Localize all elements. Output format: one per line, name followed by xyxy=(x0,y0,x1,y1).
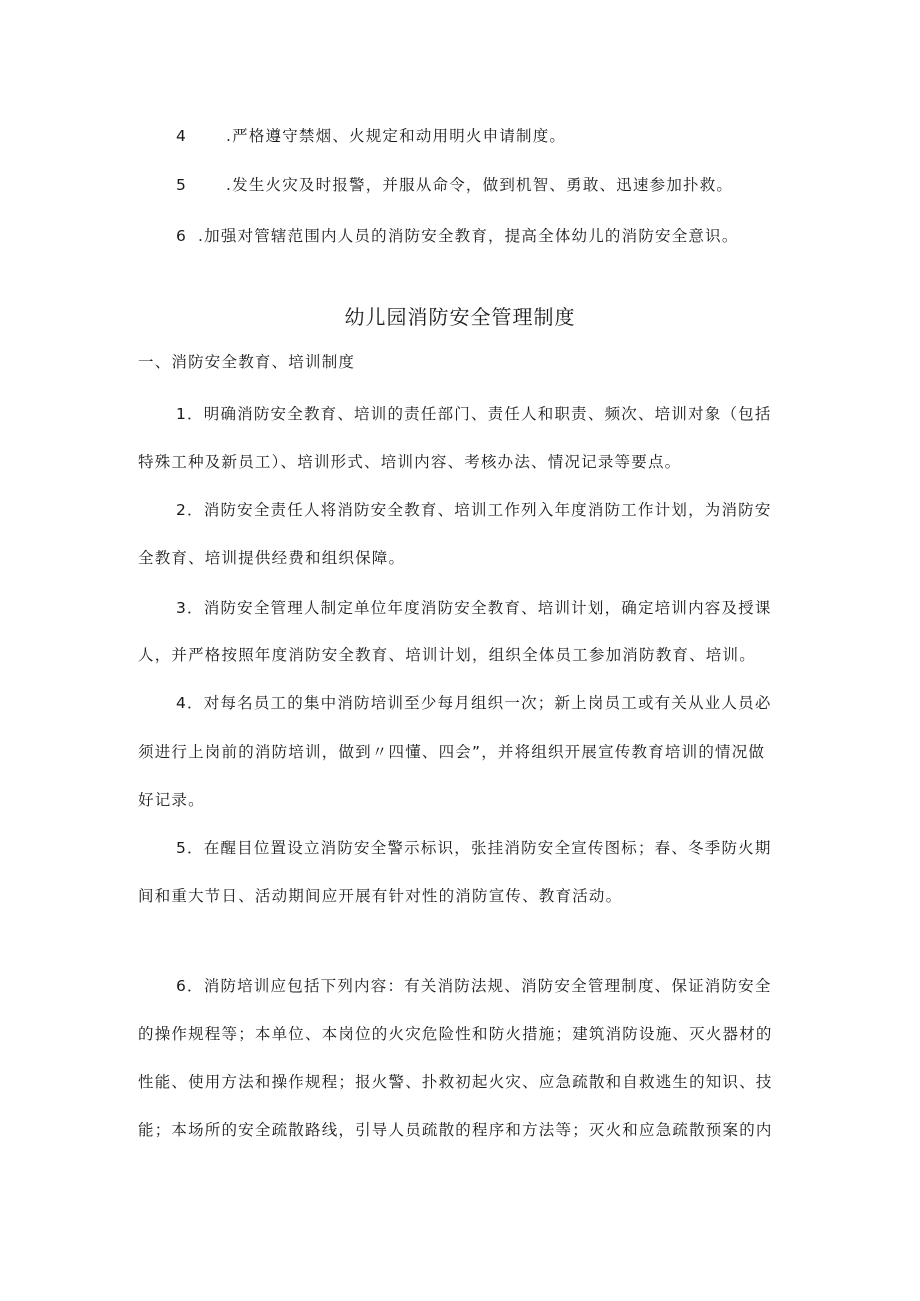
page-title: 幼儿园消防安全管理制度 xyxy=(344,305,576,329)
item-text: .严格遵守禁烟、火规定和动用明火申请制度。 xyxy=(226,127,567,145)
paragraph-line: 全教育、培训提供经费和组织保障。 xyxy=(138,549,406,567)
paragraph-line: 能；本场所的安全疏散路线，引导人员疏散的程序和方法等；灭火和应急疏散预案的内 xyxy=(138,1121,773,1139)
item-number: 6 xyxy=(176,227,188,245)
paragraph-line: 特殊工种及新员工）、培训形式、培训内容、考核办法、情况记录等要点。 xyxy=(138,453,682,471)
paragraph-line: 4．对每名员工的集中消防培训至少每月组织一次；新上岗员工或有关从业人员必 xyxy=(176,694,772,712)
paragraph-line: 好记录。 xyxy=(138,791,205,809)
section-heading: 一、消防安全教育、培训制度 xyxy=(138,353,356,371)
paragraph-line: 人，并严格按照年度消防安全教育、培训计划，组织全体员工参加消防教育、培训。 xyxy=(138,646,756,664)
paragraph-line: 2．消防安全责任人将消防安全教育、培训工作列入年度消防工作计划，为消防安 xyxy=(176,501,772,519)
paragraph-line: 1．明确消防安全教育、培训的责任部门、责任人和职责、频次、培训对象（包括 xyxy=(176,405,772,423)
paragraph-line: 6．消防培训应包括下列内容：有关消防法规、消防安全管理制度、保证消防安全 xyxy=(176,977,772,995)
list-item xyxy=(176,173,733,197)
paragraph-line: 须进行上岗前的消防培训，做到〃四懂、四会”，并将组织开展宣传教育培训的情况做 xyxy=(138,743,766,761)
item-number: 4 xyxy=(176,127,188,145)
paragraph-line: 间和重大节日、活动期间应开展有针对性的消防宣传、教育活动。 xyxy=(138,887,623,905)
list-item xyxy=(176,224,739,248)
item-text: .发生火灾及时报警，并服从命令，做到机智、勇敢、迅速参加扑救。 xyxy=(226,176,734,194)
item-text: .加强对管辖范围内人员的消防安全教育，提高全体幼儿的消防安全意识。 xyxy=(198,227,739,245)
paragraph-line: 的操作规程等；本单位、本岗位的火灾危险性和防火措施；建筑消防设施、灭火器材的 xyxy=(138,1025,773,1043)
paragraph-line: 3．消防安全管理人制定单位年度消防安全教育、培训计划，确定培训内容及授课 xyxy=(176,599,772,617)
item-number: 5 xyxy=(176,176,188,194)
paragraph-line: 性能、使用方法和操作规程；报火警、扑救初起火灾、应急疏散和自救逃生的知识、技 xyxy=(138,1073,773,1091)
paragraph-line: 5．在醒目位置设立消防安全警示标识，张挂消防安全宣传图标；春、冬季防火期 xyxy=(176,839,772,857)
list-item xyxy=(176,124,566,148)
